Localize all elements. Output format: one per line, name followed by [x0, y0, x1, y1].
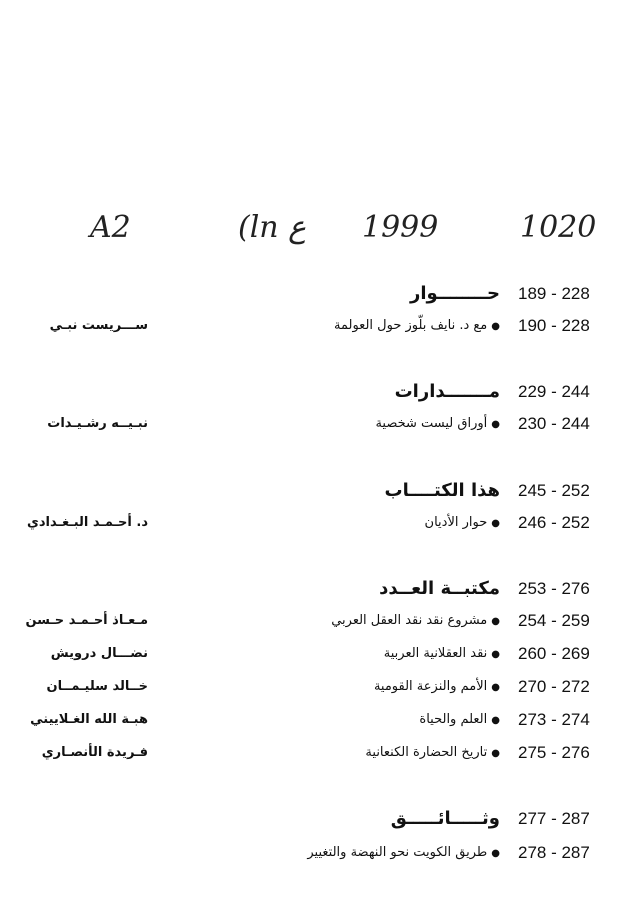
article-author: خــالد سليـمــان	[46, 679, 148, 694]
article-title-text: طريق الكويت نحو النهضة والتغيير	[307, 845, 488, 860]
bullet-icon: ●	[491, 321, 500, 332]
page-range: 253 - 276	[518, 579, 590, 598]
article-title	[334, 311, 500, 341]
handwritten-annotation-2: (ln ع	[238, 210, 307, 245]
page-range: 246 - 252	[518, 513, 590, 532]
toc-section-row	[0, 574, 624, 604]
toc-article-row	[0, 738, 624, 768]
page-range: 190 - 228	[518, 316, 590, 335]
bullet-icon: ●	[491, 748, 500, 759]
article-author: مـعـاذ أحـمـد حـسن	[25, 613, 148, 628]
article-title-text: حوار الأديان	[424, 515, 488, 530]
toc-article-row	[0, 606, 624, 636]
section-title: هذا الكتــــاب	[384, 480, 500, 501]
article-author: ســـريست نبـي	[49, 318, 148, 333]
section-title: حــــــــوار	[409, 283, 500, 304]
page-range: 260 - 269	[518, 644, 590, 663]
article-title	[419, 705, 500, 735]
toc-article-row	[0, 311, 624, 341]
article-title	[384, 639, 500, 669]
page-range: 245 - 252	[518, 481, 590, 500]
article-title-text: الأمم والنزعة القومية	[373, 679, 488, 694]
toc-section-row	[0, 279, 624, 309]
toc-article-row	[0, 838, 624, 868]
bullet-icon: ●	[491, 518, 500, 529]
article-title	[425, 508, 500, 538]
article-title	[375, 409, 500, 439]
handwritten-annotation-1: A2	[90, 210, 131, 245]
page-range: 229 - 244	[518, 382, 590, 401]
page-range: 275 - 276	[518, 743, 590, 762]
bullet-icon: ●	[491, 848, 500, 859]
page-range: 278 - 287	[518, 843, 590, 862]
page-range: 273 - 274	[518, 710, 590, 729]
toc-section-row	[0, 804, 624, 834]
page-range: 270 - 272	[518, 677, 590, 696]
article-title-text: نقد العقلانية العربية	[383, 646, 488, 661]
toc-article-row	[0, 705, 624, 735]
section-title: مـــــــدارات	[394, 381, 500, 402]
article-title-text: العلم والحياة	[419, 712, 488, 727]
article-title	[374, 672, 500, 702]
handwritten-annotation-4: 1020	[520, 210, 597, 245]
article-title-text: أوراق ليست شخصية	[375, 416, 488, 431]
bullet-icon: ●	[491, 419, 500, 430]
page-range: 230 - 244	[518, 414, 590, 433]
article-title	[331, 606, 500, 636]
section-title: مكتبــة العــدد	[379, 578, 500, 599]
bullet-icon: ●	[491, 616, 500, 627]
toc-article-row	[0, 409, 624, 439]
article-author: فـريدة الأنصـاري	[41, 745, 148, 760]
toc-article-row	[0, 639, 624, 669]
article-author: هبـة الله الغـلاييني	[30, 712, 148, 727]
bullet-icon: ●	[491, 715, 500, 726]
article-title-text: مشروع نقد نقد العقل العربي	[331, 613, 488, 628]
article-author: د. أحـمـد البـغـدادي	[26, 515, 148, 530]
toc-article-row	[0, 672, 624, 702]
article-title	[365, 738, 500, 768]
handwritten-annotation-3: 1999	[362, 210, 439, 245]
article-title-text: تاريخ الحضارة الكنعانية	[365, 745, 488, 760]
article-author: نبـيــه رشـيـدات	[47, 416, 148, 431]
toc-article-row	[0, 508, 624, 538]
toc-section-row	[0, 377, 624, 407]
page-range: 254 - 259	[518, 611, 590, 630]
page-range: 277 - 287	[518, 809, 590, 828]
bullet-icon: ●	[491, 649, 500, 660]
toc-section-row	[0, 476, 624, 506]
article-title	[307, 838, 500, 868]
article-title-text: مع د. نايف بلّوز حول العولمة	[334, 318, 488, 333]
bullet-icon: ●	[491, 682, 500, 693]
page-range: 189 - 228	[518, 284, 590, 303]
article-author: نضـــال درويش	[50, 646, 148, 661]
section-title: وثـــــائـــــق	[390, 808, 500, 829]
